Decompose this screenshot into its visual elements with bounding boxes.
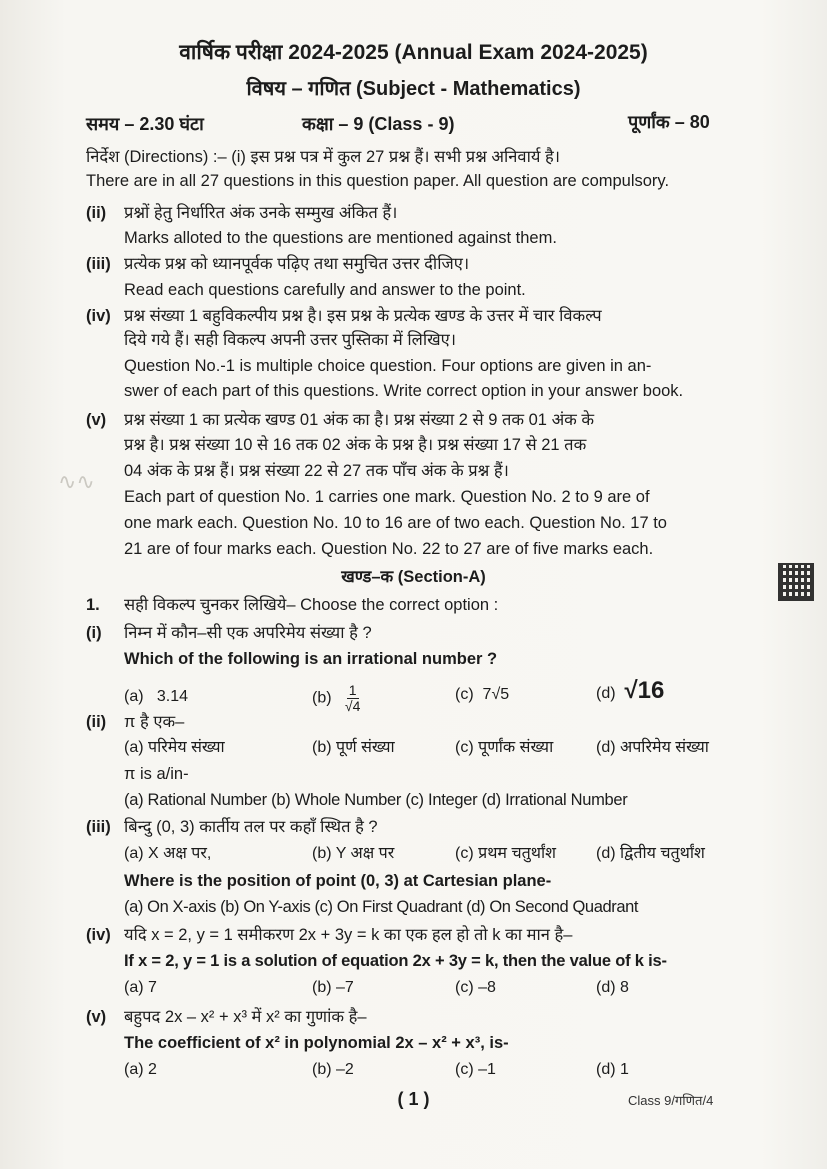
option-i-b	[312, 683, 360, 714]
option-iv-b: (b) –7	[312, 979, 354, 996]
subject-title: विषय – गणित (Subject - Mathematics)	[246, 78, 581, 100]
option-ii-d-hindi: (d) अपरिमेय संख्या	[596, 739, 709, 756]
qr-code-icon	[778, 563, 814, 601]
question-v-number: (v)	[86, 1008, 107, 1026]
direction-v-hindi-2: प्रश्न है। प्रश्न संख्या 10 से 16 तक 02 अंक के प्रश्न है। प्रश्न संख्या 17 से 21 तक	[124, 436, 587, 454]
option-value: 7√5	[482, 686, 510, 703]
option-value: 3.14	[156, 688, 189, 705]
paper-code: Class 9/गणित/4	[628, 1093, 714, 1108]
question-iv-hindi: यदि x = 2, y = 1 समीकरण 2x + 3y = k का एक हल हो तो k का मान है–	[124, 926, 573, 944]
question-iii-english: Where is the position of point (0, 3) at Cartesian plane-	[124, 872, 552, 890]
direction-v-english-2: one mark each. Question No. 10 to 16 are of two each. Question No. 17 to	[124, 514, 667, 532]
option-v-b: (b) –2	[312, 1061, 354, 1078]
direction-v-english-3: 21 are of four marks each. Question No. 22 to 27 are of five marks each.	[124, 540, 654, 558]
page-number: ( 1 )	[397, 1089, 430, 1109]
exam-title: वार्षिक परीक्षा 2024-2025 (Annual Exam 2024-2025)	[179, 41, 648, 64]
directions-line-2: There are in all 27 questions in this question paper. All question are compulsory.	[86, 172, 670, 190]
option-iv-c: (c) –8	[455, 979, 496, 996]
question-iv-number: (iv)	[86, 926, 111, 944]
question-1-number: 1.	[86, 596, 100, 614]
option-iii-d-hindi: (d) द्वितीय चतुर्थांश	[596, 845, 705, 862]
question-ii-hindi: π है एक–	[124, 713, 185, 731]
option-ii-b-hindi: (b) पूर्ण संख्या	[312, 739, 395, 756]
direction-iv-english-1: Question No.-1 is multiple choice question. Four options are given in an-	[124, 357, 652, 375]
directions-line-1: निर्देश (Directions) :– (i) इस प्रश्न पत्र में कुल 27 प्रश्न हैं। सभी प्रश्न अनिवार्य है।	[86, 148, 561, 166]
question-i-english: Which of the following is an irrational number ?	[124, 650, 498, 668]
direction-iii-english: Read each questions carefully and answer to the point.	[124, 281, 526, 299]
question-1-instruction: सही विकल्प चुनकर लिखिये– Choose the correct option :	[124, 596, 499, 614]
question-iii-hindi: बिन्दु (0, 3) कार्तीय तल पर कहाँ स्थित है ?	[124, 818, 378, 836]
direction-v-hindi-1: प्रश्न संख्या 1 का प्रत्येक खण्ड 01 अंक का है। प्रश्न संख्या 2 से 9 तक 01 अंक के	[124, 411, 595, 429]
option-i-a	[124, 686, 188, 708]
option-value: √16	[624, 677, 665, 704]
direction-iv-hindi-2: दिये गये हैं। सही विकल्प अपनी उत्तर पुस्तिका में लिखिए।	[124, 331, 456, 349]
question-v-hindi: बहुपद 2x – x² + x³ में x² का गुणांक है–	[124, 1008, 367, 1026]
option-i-d	[596, 677, 665, 705]
question-i-hindi: निम्न में कौन–सी एक अपरिमेय संख्या है ?	[124, 624, 372, 642]
class-info: कक्षा – 9 (Class - 9)	[302, 114, 455, 134]
time-info: समय – 2.30 घंटा	[86, 114, 204, 134]
question-ii-english: π is a/in-	[124, 765, 189, 783]
direction-iii-hindi: प्रत्येक प्रश्न को ध्यानपूर्वक पढ़िए तथा समुचित उत्तर दीजिए।	[124, 255, 470, 273]
option-iii-b-hindi: (b) Y अक्ष पर	[312, 845, 395, 862]
option-i-c	[455, 684, 509, 706]
question-iii-number: (iii)	[86, 818, 111, 836]
direction-iv-english-2: swer of each part of this questions. Write correct option in your answer book.	[124, 382, 684, 400]
direction-ii-hindi: प्रश्नों हेतु निर्धारित अंक उनके सम्मुख अंकित हैं।	[124, 204, 398, 222]
fraction-numerator: 1	[348, 682, 357, 698]
option-iv-a: (a) 7	[124, 979, 157, 996]
direction-iii-number: (iii)	[86, 255, 111, 273]
fraction-denominator: √4	[344, 698, 361, 714]
pencil-scribble: ∿∿	[58, 470, 95, 495]
question-iv-english: If x = 2, y = 1 is a solution of equation 2x + 3y = k, then the value of k is-	[124, 952, 667, 970]
option-v-a: (a) 2	[124, 1061, 157, 1078]
option-label: (b)	[312, 689, 332, 707]
option-label: (c)	[455, 686, 474, 703]
option-ii-a-hindi: (a) परिमेय संख्या	[124, 739, 225, 756]
options-iii-english: (a) On X-axis (b) On Y-axis (c) On First Quadrant (d) On Second Quadrant	[124, 898, 639, 916]
direction-ii-number: (ii)	[86, 204, 107, 222]
options-ii-english: (a) Rational Number (b) Whole Number (c) Integer (d) Irrational Number	[124, 791, 628, 809]
section-heading: खण्ड–क (Section-A)	[341, 568, 486, 586]
fraction	[345, 683, 360, 714]
option-v-c: (c) –1	[455, 1061, 496, 1078]
direction-iv-hindi-1: प्रश्न संख्या 1 बहुविकल्पीय प्रश्न है। इस प्रश्न के प्रत्येक खण्ड के उत्तर में चार विकल्प	[124, 307, 602, 325]
option-iii-c-hindi: (c) प्रथम चतुर्थांश	[455, 845, 556, 862]
direction-v-hindi-3: 04 अंक के प्रश्न हैं। प्रश्न संख्या 22 से 27 तक पाँच अंक के प्रश्न हैं।	[124, 462, 509, 480]
option-ii-c-hindi: (c) पूर्णांक संख्या	[455, 739, 554, 756]
direction-v-english-1: Each part of question No. 1 carries one mark. Question No. 2 to 9 are of	[124, 488, 650, 506]
direction-ii-english: Marks alloted to the questions are mentioned against them.	[124, 229, 557, 247]
question-v-english: The coefficient of x² in polynomial 2x – x² + x³, is-	[124, 1034, 509, 1052]
option-label: (a)	[124, 688, 144, 705]
direction-iv-number: (iv)	[86, 307, 111, 325]
option-iv-d: (d) 8	[596, 979, 629, 996]
option-iii-a-hindi: (a) X अक्ष पर,	[124, 845, 212, 862]
question-ii-number: (ii)	[86, 713, 107, 731]
option-label: (d)	[596, 685, 616, 702]
option-v-d: (d) 1	[596, 1061, 629, 1078]
direction-v-number: (v)	[86, 411, 107, 429]
question-i-number: (i)	[86, 624, 102, 642]
marks-info: पूर्णांक – 80	[628, 112, 710, 132]
